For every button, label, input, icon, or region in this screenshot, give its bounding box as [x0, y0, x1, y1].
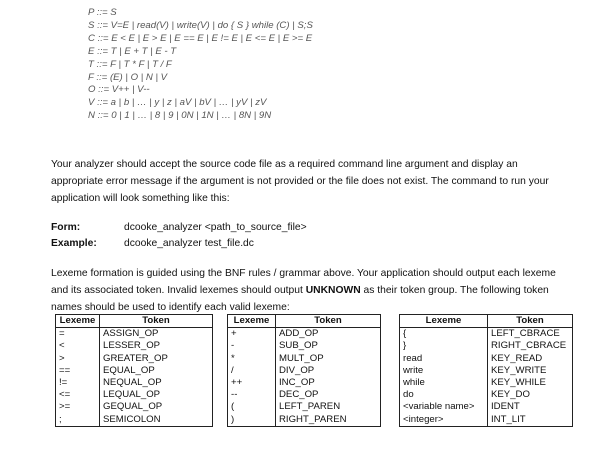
lexeme-cell: <=: [56, 389, 100, 401]
token-cell: NEQUAL_OP: [100, 377, 213, 389]
lexeme-header: Lexeme: [400, 315, 488, 328]
token-cell: MULT_OP: [276, 353, 381, 365]
bnf-grammar: [88, 7, 313, 123]
token-cell: LESSER_OP: [100, 340, 213, 352]
token-cell: ASSIGN_OP: [100, 328, 213, 341]
lexeme-cell: <variable name>: [400, 401, 488, 413]
table-row: [228, 340, 381, 352]
token-cell: RIGHT_PAREN: [276, 414, 381, 427]
lexeme-cell: {: [400, 328, 488, 341]
lexeme-cell: >: [56, 353, 100, 365]
lexeme-cell: !=: [56, 377, 100, 389]
table-row: [228, 414, 381, 427]
lexeme-cell: -: [228, 340, 276, 352]
lexeme-cell: >=: [56, 401, 100, 413]
table-row: [56, 377, 213, 389]
table-row: [56, 340, 213, 352]
form-value: dcooke_analyzer <path_to_source_file>: [124, 222, 307, 233]
table-row: [400, 401, 573, 413]
example-label: Example:: [51, 238, 97, 249]
token-cell: KEY_WHILE: [488, 377, 573, 389]
token-cell: RIGHT_CBRACE: [488, 340, 573, 352]
table-row: [228, 389, 381, 401]
table-row: [228, 377, 381, 389]
table-row: [228, 401, 381, 413]
token-cell: LEFT_PAREN: [276, 401, 381, 413]
table-row: [228, 353, 381, 365]
table-row: [400, 328, 573, 341]
table-row: [228, 365, 381, 377]
lexeme-cell: +: [228, 328, 276, 341]
token-cell: SUB_OP: [276, 340, 381, 352]
lexeme-cell: *: [228, 353, 276, 365]
table-row: [400, 365, 573, 377]
lexeme-cell: /: [228, 365, 276, 377]
token-cell: ADD_OP: [276, 328, 381, 341]
token-cell: LEFT_CBRACE: [488, 328, 573, 341]
lexeme-cell: ==: [56, 365, 100, 377]
lexeme-cell: ): [228, 414, 276, 427]
lexeme-cell: read: [400, 353, 488, 365]
grammar-rule: O ::= V++ | V--: [88, 84, 150, 96]
token-table-keywords: [399, 314, 573, 427]
token-cell: DEC_OP: [276, 389, 381, 401]
analyzer-instructions-paragraph: Your analyzer should accept the source code file as a required command line argument and display an appropriate error message if the argument is not provided or the file does not exist. The command to run your application will look something like this:: [51, 159, 549, 204]
table-row: [228, 328, 381, 341]
table-row: [56, 365, 213, 377]
table-row: [400, 340, 573, 352]
token-cell: LEQUAL_OP: [100, 389, 213, 401]
lexeme-cell: (: [228, 401, 276, 413]
grammar-rule: E ::= T | E + T | E - T: [88, 45, 177, 57]
token-table-arithmetic: [227, 314, 381, 427]
table-row: [400, 389, 573, 401]
form-label: Form:: [51, 222, 81, 233]
paragraph-text-before: Lexeme formation is guided using the BNF rules / grammar above. Your application should output each lexeme and its associated token. Invalid lexemes should output: [51, 268, 556, 296]
grammar-rule: F ::= (E) | O | N | V: [88, 71, 167, 83]
token-cell: DIV_OP: [276, 365, 381, 377]
token-cell: GREATER_OP: [100, 353, 213, 365]
lexeme-cell: do: [400, 389, 488, 401]
grammar-rule: V ::= a | b | … | y | z | aV | bV | … | yV | zV: [88, 97, 267, 109]
table-row: [56, 328, 213, 341]
grammar-rule: P ::= S: [88, 7, 117, 18]
lexeme-cell: while: [400, 377, 488, 389]
table-row: [56, 353, 213, 365]
lexeme-cell: --: [228, 389, 276, 401]
lexeme-header: Lexeme: [56, 315, 100, 328]
lexeme-cell: ++: [228, 377, 276, 389]
token-cell: KEY_WRITE: [488, 365, 573, 377]
paragraph-text-after: as their token group. The following token names should be used to identify each valid lexeme:: [51, 285, 549, 313]
token-cell: INC_OP: [276, 377, 381, 389]
token-cell: EQUAL_OP: [100, 365, 213, 377]
grammar-rule: C ::= E < E | E > E | E == E | E != E | E <= E | E >= E: [88, 32, 313, 44]
table-row: [400, 377, 573, 389]
lexeme-cell: ;: [56, 414, 100, 427]
lexeme-formation-paragraph: [51, 265, 561, 316]
token-cell: IDENT: [488, 401, 573, 413]
table-row: [56, 389, 213, 401]
token-cell: KEY_READ: [488, 353, 573, 365]
token-header: Token: [488, 315, 573, 328]
token-cell: SEMICOLON: [100, 414, 213, 427]
lexeme-cell: }: [400, 340, 488, 352]
lexeme-header: Lexeme: [228, 315, 276, 328]
token-header: Token: [100, 315, 213, 328]
lexeme-cell: =: [56, 328, 100, 341]
token-header: Token: [276, 315, 381, 328]
table-row: [56, 414, 213, 427]
table-row: [56, 401, 213, 413]
lexeme-cell: <integer>: [400, 414, 488, 427]
token-table-operators: [55, 314, 213, 427]
example-value: dcooke_analyzer test_file.dc: [124, 238, 254, 249]
table-row: [400, 353, 573, 365]
token-cell: INT_LIT: [488, 414, 573, 427]
lexeme-cell: <: [56, 340, 100, 352]
lexeme-cell: write: [400, 365, 488, 377]
grammar-rule: T ::= F | T * F | T / F: [88, 58, 172, 70]
grammar-rule: N ::= 0 | 1 | … | 8 | 9 | 0N | 1N | … | 8N | 9N: [88, 110, 272, 122]
unknown-keyword: UNKNOWN: [305, 285, 361, 296]
token-cell: GEQUAL_OP: [100, 401, 213, 413]
grammar-rule: S ::= V=E | read(V) | write(V) | do { S } while (C) | S;S: [88, 19, 313, 31]
token-cell: KEY_DO: [488, 389, 573, 401]
table-row: [400, 414, 573, 427]
